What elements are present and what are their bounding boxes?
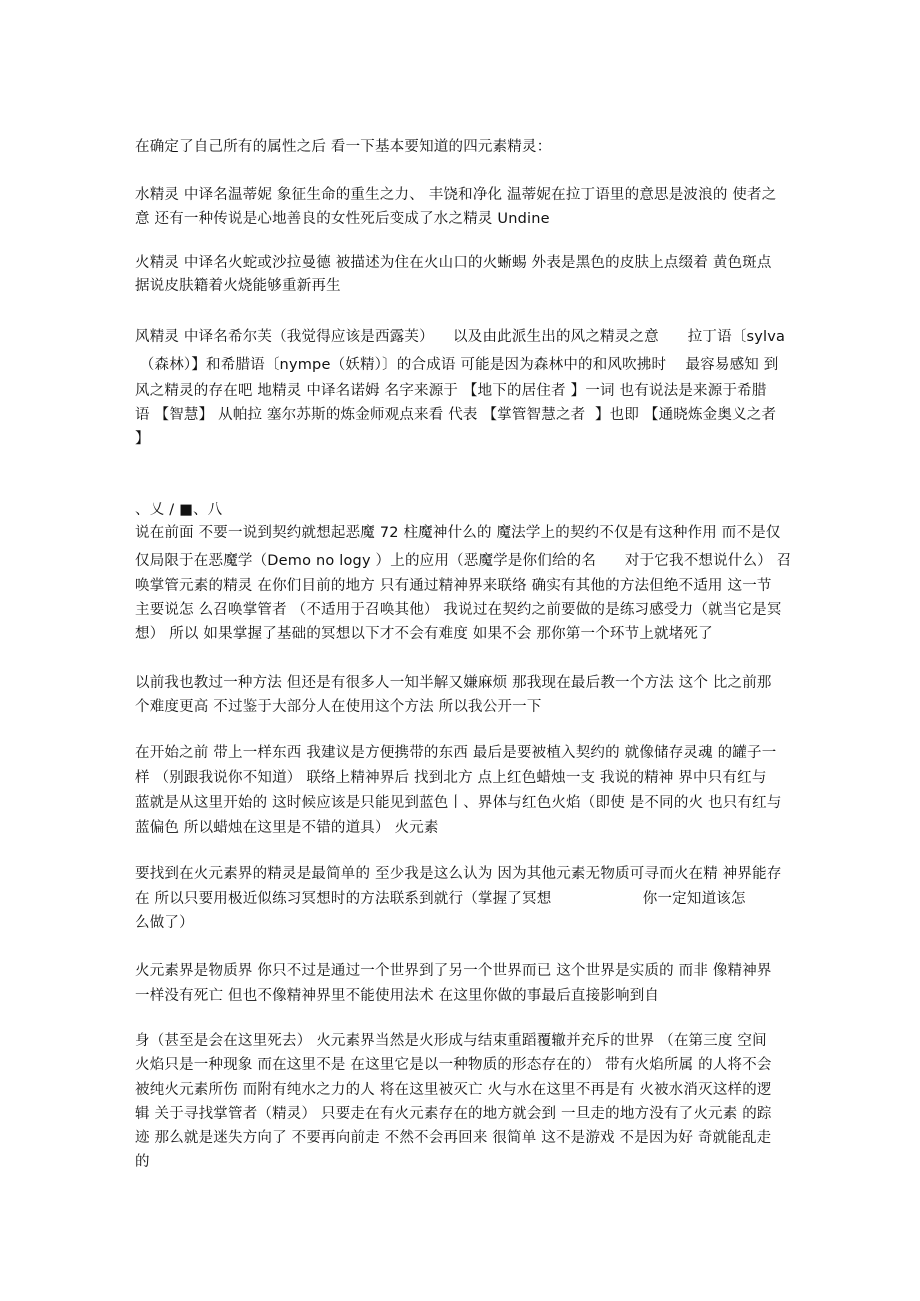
fire-finding-line-2: 在 所以只要用极近似练习冥想时的方法联系到就行（掌握了冥想 你一定知道该怎 <box>135 891 746 907</box>
self-line-1: 身（甚至是会在这里死去） 火元素界当然是火形成与结束重蹈覆辙并充斥的世界 （在第三度 空间 <box>135 1033 767 1049</box>
preparation-line-2: 样 （别跟我说你不知道） 联络上精神界后 找到北方 点上红色蜡烛一支 我说的精神 界中只有红与 <box>135 770 767 786</box>
wind-earth-line-2: （森林）】和希腊语〔nympe（妖精）〕的合成语 可能是因为森林中的和风吹拂时 最容易感知 到 <box>135 357 779 373</box>
summon-intro-line-1: 说在前面 不要一说到契约就想起恶魔 72 柱魔神什么的 魔法学上的契约不仅是有这种作用 而不是仅 <box>135 525 781 541</box>
preparation-line-4: 蓝偏色 所以蜡烛在这里是不错的道具） 火元素 <box>135 820 439 836</box>
fire-spirit-line-2: 据说皮肤籍着火烧能够重新再生 <box>135 278 341 294</box>
wind-earth-line-3: 风之精灵的存在吧 地精灵 中译名诺姆 名字来源于 【地下的居住者 】一词 也有说法是来源于希腊 <box>135 383 767 399</box>
self-line-2: 火焰只是一种现象 而在这里不是 在这里它是以一种物质的形态存在的） 带有火焰所属 的人将不会 <box>135 1057 772 1073</box>
self-line-5: 迹 那么就是迷失方向了 不要再向前走 不然不会再回来 很简单 这不是游戏 不是因为好 奇就能乱走 <box>135 1130 772 1146</box>
wind-earth-line-1: 风精灵 中译名希尔芙（我觉得应该是西露芙） 以及由此派生出的风之精灵之意 拉丁语〔sylva <box>135 329 786 345</box>
fire-finding-line-3: 么做了） <box>135 915 194 931</box>
summon-intro-line-4: 主要说怎 么召唤掌管者 （不适用于召唤其他） 我说过在契约之前要做的是练习感受力（就当它是冥 <box>135 602 782 618</box>
fire-realm-line-2: 一样没有死亡 但也不像精神界里不能使用法术 在这里你做的事最后直接影响到自 <box>135 988 660 1004</box>
summon-intro-line-3: 唤掌管元素的精灵 在你们目前的地方 只有通过精神界来联络 确实有其他的方法但绝不适用 这一节 <box>135 578 772 594</box>
fire-spirit-line-1: 火精灵 中译名火蛇或沙拉曼德 被描述为住在火山口的火蜥蜴 外表是黑色的皮肤上点缀着 黄色斑点 <box>135 255 772 271</box>
wind-earth-line-4: 语 【智慧】 从帕拉 塞尔苏斯的炼金师观点来看 代表 【掌管智慧之者 】也即 【通晓炼金奥义之者 <box>135 407 777 423</box>
self-line-3: 被纯火元素所伤 而附有纯水之力的人 将在这里被灭亡 火与水在这里不再是有 火被水消灭这样的逻 <box>135 1082 772 1098</box>
section-heading: 、乂 / ■、八 <box>135 502 223 518</box>
wind-earth-line-5: 】 <box>135 431 150 447</box>
method-line-2: 个难度更高 不过鉴于大部分人在使用这个方法 所以我公开一下 <box>135 699 542 715</box>
summon-intro-line-2: 仅局限于在恶魔学（Demo no logy ）上的应用（恶魔学是你们给的名 对于它我不想说什么） 召 <box>135 553 792 569</box>
method-line-1: 以前我也教过一种方法 但还是有很多人一知半解又嫌麻烦 那我现在最后教一个方法 这个 比之前那 <box>135 675 772 691</box>
preparation-line-1: 在开始之前 带上一样东西 我建议是方便携带的东西 最后是要被植入契约的 就像储存灵魂 的罐子一 <box>135 745 777 761</box>
self-line-4: 辑 关于寻找掌管者（精灵） 只要走在有火元素存在的地方就会到 一旦走的地方没有了火元素 的踪 <box>135 1106 772 1122</box>
water-spirit-line-2: 意 还有一种传说是心地善良的女性死后变成了水之精灵 Undine <box>135 211 550 227</box>
fire-realm-line-1: 火元素界是物质界 你只不过是通过一个世界到了另一个世界而已 这个世界是实质的 而非 像精神界 <box>135 963 772 979</box>
fire-finding-line-1: 要找到在火元素界的精灵是最简单的 至少我是这么认为 因为其他元素无物质可寻而火在精 神界能存 <box>135 866 782 882</box>
intro-line-1: 在确定了自己所有的属性之后 看一下基本要知道的四元素精灵： <box>135 139 552 155</box>
water-spirit-line-1: 水精灵 中译名温蒂妮 象征生命的重生之力、 丰饶和净化 温蒂妮在拉丁语里的意思是波浪的 使者之 <box>135 187 777 203</box>
self-line-6: 的 <box>135 1154 150 1170</box>
summon-intro-line-5: 想） 所以 如果掌握了基础的冥想以下才不会有难度 如果不会 那你第一个环节上就堵死了 <box>135 626 713 642</box>
preparation-line-3: 蓝就是从这里开始的 这时候应该是只能见到蓝色丨、界体与红色火焰（即使 是不同的火 也只有红与 <box>135 795 782 811</box>
